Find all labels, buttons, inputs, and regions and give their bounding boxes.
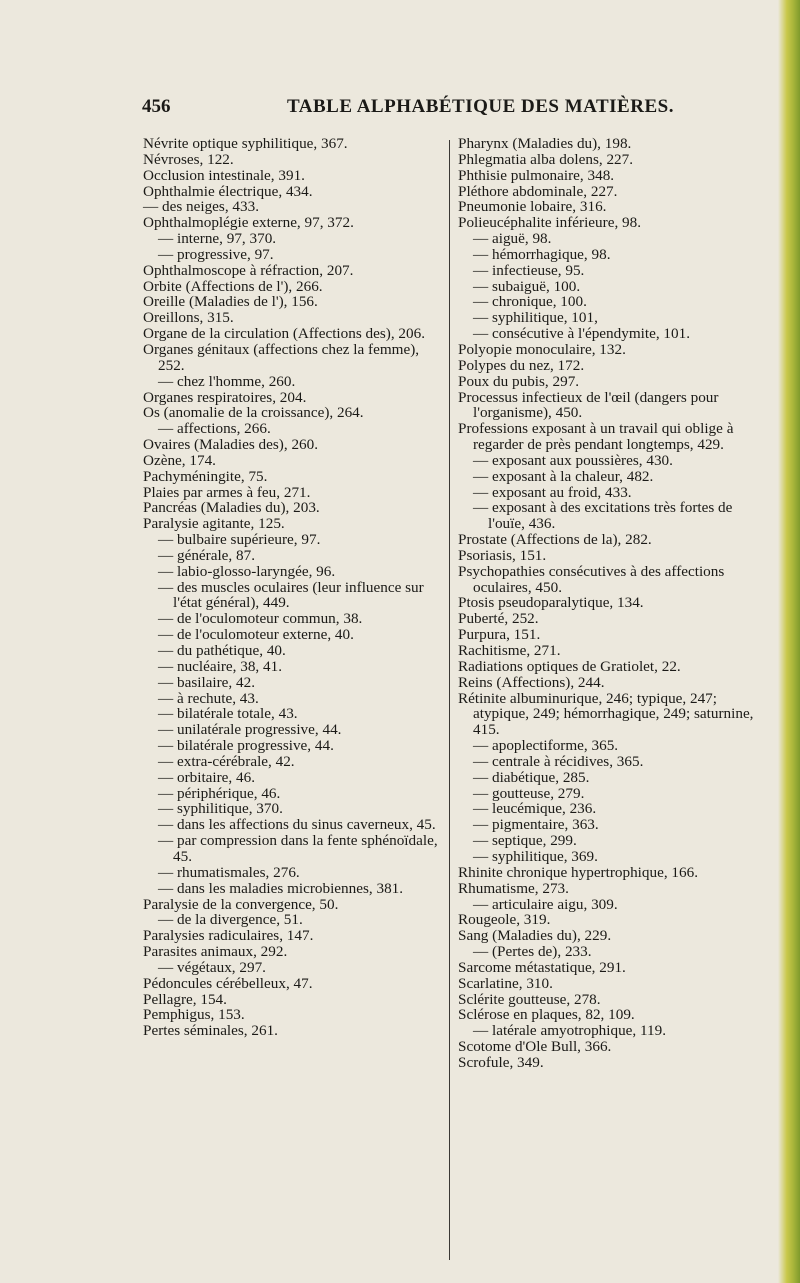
index-entry: — dans les maladies microbiennes, 381.: [158, 879, 404, 897]
index-entry: — de la divergence, 51.: [158, 911, 303, 929]
index-entry: — exposant aux poussières, 430.: [473, 451, 673, 469]
index-entry: Os (anomalie de la croissance), 264.: [143, 404, 364, 422]
index-entry: — bilatérale progressive, 44.: [158, 737, 334, 755]
page-edge: [778, 0, 800, 1283]
index-entry: Sang (Maladies du), 229.: [458, 927, 612, 945]
index-entry: — générale, 87.: [158, 546, 255, 564]
index-entry: Occlusion intestinale, 391.: [143, 166, 305, 184]
index-entry: Psoriasis, 151.: [458, 546, 547, 564]
index-entry: — consécutive à l'épendymite, 101.: [473, 325, 690, 343]
index-entry: Poux du pubis, 297.: [458, 372, 580, 390]
index-entry: Scrofule, 349.: [458, 1053, 544, 1071]
index-entry: Pancréas (Maladies du), 203.: [143, 499, 320, 517]
index-entry: Orbite (Affections de l'), 266.: [143, 277, 323, 295]
index-entry: — exposant à des excitations très fortes de l'ouïe, 436.: [473, 499, 733, 533]
index-entry: Prostate (Affections de la), 282.: [458, 531, 652, 549]
index-entry: — diabétique, 285.: [473, 768, 590, 786]
index-entry: Polieucéphalite inférieure, 98.: [458, 214, 642, 232]
index-entry: Ptosis pseudoparalytique, 134.: [458, 594, 644, 612]
index-entry: — exposant au froid, 433.: [473, 483, 632, 501]
index-entry: Ophthalmie électrique, 434.: [143, 182, 313, 200]
index-entry: — articulaire aigu, 309.: [473, 895, 618, 913]
index-entry: Paralysie de la convergence, 50.: [143, 895, 339, 913]
index-entry: Pléthore abdominale, 227.: [458, 182, 618, 200]
index-entry: — septique, 299.: [473, 832, 577, 850]
index-entry: Pertes séminales, 261.: [143, 1022, 278, 1040]
index-entry: Pemphigus, 153.: [143, 1006, 245, 1024]
index-entry: Pneumonie lobaire, 316.: [458, 198, 607, 216]
index-entry: Scarlatine, 310.: [458, 974, 553, 992]
index-entry: Pachyméningite, 75.: [143, 467, 268, 485]
index-entry: — goutteuse, 279.: [473, 784, 585, 802]
page-header: [142, 96, 702, 120]
index-entry: Pharynx (Maladies du), 198.: [458, 135, 632, 152]
index-entry: Organes respiratoires, 204.: [143, 388, 307, 406]
index-entry: Radiations optiques de Gratiolet, 22.: [458, 657, 681, 675]
index-entry: — végétaux, 297.: [158, 958, 266, 976]
index-entry: Sarcome métastatique, 291.: [458, 958, 626, 976]
index-entry: — aiguë, 98.: [473, 230, 552, 248]
index-entry: — périphérique, 46.: [158, 784, 281, 802]
index-entry: — pigmentaire, 363.: [473, 816, 599, 834]
index-entry: — syphilitique, 370.: [158, 800, 283, 818]
index-entry: — syphilitique, 101,: [473, 309, 598, 327]
index-entry: — du pathétique, 40.: [158, 642, 286, 659]
index-entry: — exposant à la chaleur, 482.: [473, 467, 654, 485]
index-entry: — syphilitique, 369.: [473, 847, 598, 865]
index-entry: — centrale à récidives, 365.: [473, 752, 644, 770]
index-entry: Polypes du nez, 172.: [458, 356, 585, 374]
index-entry: Pellagre, 154.: [143, 990, 227, 1008]
index-entry: — labio-glosso-laryngée, 96.: [158, 562, 336, 580]
index-entry: — basilaire, 42.: [158, 673, 256, 691]
index-entry: Plaies par armes à feu, 271.: [143, 483, 311, 501]
index-entry: Rachitisme, 271.: [458, 642, 561, 659]
index-entry: Parasites animaux, 292.: [143, 943, 288, 961]
index-entry: — des muscles oculaires (leur influence sur l'état général), 449.: [158, 578, 424, 612]
index-entry: Polyopie monoculaire, 132.: [458, 340, 626, 358]
index-entry: Reins (Affections), 244.: [458, 673, 605, 691]
column-divider: [449, 140, 450, 1260]
index-column-left: [143, 136, 445, 1039]
index-entry: Processus infectieux de l'œil (dangers pour l'organisme), 450.: [458, 388, 719, 422]
index-entry: — dans les affections du sinus caverneux, 45.: [158, 816, 436, 834]
index-entry: Organe de la circulation (Affections des), 206.: [143, 325, 425, 343]
page-number: 456: [142, 96, 171, 117]
index-entry: Psychopathies consécutives à des affections oculaires, 450.: [458, 562, 725, 596]
index-entry: Phthisie pulmonaire, 348.: [458, 166, 615, 184]
index-entry: — interne, 97, 370.: [158, 230, 277, 248]
index-entry: — affections, 266.: [158, 420, 271, 438]
index-entry: — progressive, 97.: [158, 245, 274, 263]
index-entry: Rhinite chronique hypertrophique, 166.: [458, 863, 698, 881]
index-entry: — des neiges, 433.: [143, 198, 259, 216]
index-entry: Névrite optique syphilitique, 367.: [143, 135, 348, 152]
index-entry: — bulbaire supérieure, 97.: [158, 531, 321, 549]
index-entry: — (Pertes de), 233.: [473, 943, 592, 961]
index-entry: Sclérite goutteuse, 278.: [458, 990, 601, 1008]
page-title: TABLE ALPHABÉTIQUE DES MATIÈRES.: [287, 96, 674, 117]
index-entry: Phlegmatia alba dolens, 227.: [458, 150, 634, 168]
index-entry: Pédoncules cérébelleux, 47.: [143, 974, 313, 992]
index-entry: — rhumatismales, 276.: [158, 863, 300, 881]
index-entry: Puberté, 252.: [458, 610, 539, 628]
index-entry: Paralysies radiculaires, 147.: [143, 927, 314, 945]
index-entry: Névroses, 122.: [143, 150, 234, 168]
index-entry: Sclérose en plaques, 82, 109.: [458, 1006, 635, 1024]
index-entry: — subaiguë, 100.: [473, 277, 581, 295]
index-entry: — chronique, 100.: [473, 293, 587, 311]
index-entry: Purpura, 151.: [458, 626, 541, 644]
index-entry: — infectieuse, 95.: [473, 261, 585, 279]
index-entry: Professions exposant à un travail qui oblige à regarder de près pendant longtemps, 429.: [458, 420, 734, 454]
index-entry: — à rechute, 43.: [158, 689, 259, 707]
index-entry: Ophthalmoscope à réfraction, 207.: [143, 261, 354, 279]
index-entry: Oreillons, 315.: [143, 309, 234, 327]
index-entry: — par compression dans la fente sphénoïdale, 45.: [158, 832, 438, 865]
index-entry: — chez l'homme, 260.: [158, 372, 296, 390]
index-entry: Ovaires (Maladies des), 260.: [143, 436, 319, 454]
index-entry: — unilatérale progressive, 44.: [158, 721, 342, 739]
index-entry: Rétinite albuminurique, 246; typique, 247; atypique, 249; hémorrhagique, 249; saturnine, 415.: [458, 689, 754, 739]
index-entry: — de l'oculomoteur externe, 40.: [158, 626, 354, 644]
index-entry: — apoplectiforme, 365.: [473, 737, 619, 755]
index-entry: Scotome d'Ole Bull, 366.: [458, 1038, 612, 1056]
index-entry: — orbitaire, 46.: [158, 768, 256, 786]
index-entry: Organes génitaux (affections chez la femme), 252.: [143, 340, 420, 374]
index-entry: Ozène, 174.: [143, 451, 216, 469]
index-entry: Ophthalmoplégie externe, 97, 372.: [143, 214, 354, 232]
index-entry: Paralysie agitante, 125.: [143, 515, 285, 533]
index-entry: — latérale amyotrophique, 119.: [473, 1022, 667, 1040]
index-entry: — bilatérale totale, 43.: [158, 705, 298, 723]
index-column-right: [458, 136, 771, 1071]
index-entry: Rougeole, 319.: [458, 911, 551, 929]
index-entry: — leucémique, 236.: [473, 800, 597, 818]
index-entry: — de l'oculomoteur commun, 38.: [158, 610, 363, 628]
index-entry: — extra-cérébrale, 42.: [158, 752, 295, 770]
index-entry: Oreille (Maladies de l'), 156.: [143, 293, 318, 311]
index-entry: — hémorrhagique, 98.: [473, 245, 611, 263]
index-entry: Rhumatisme, 273.: [458, 879, 569, 897]
index-entry: — nucléaire, 38, 41.: [158, 657, 282, 675]
